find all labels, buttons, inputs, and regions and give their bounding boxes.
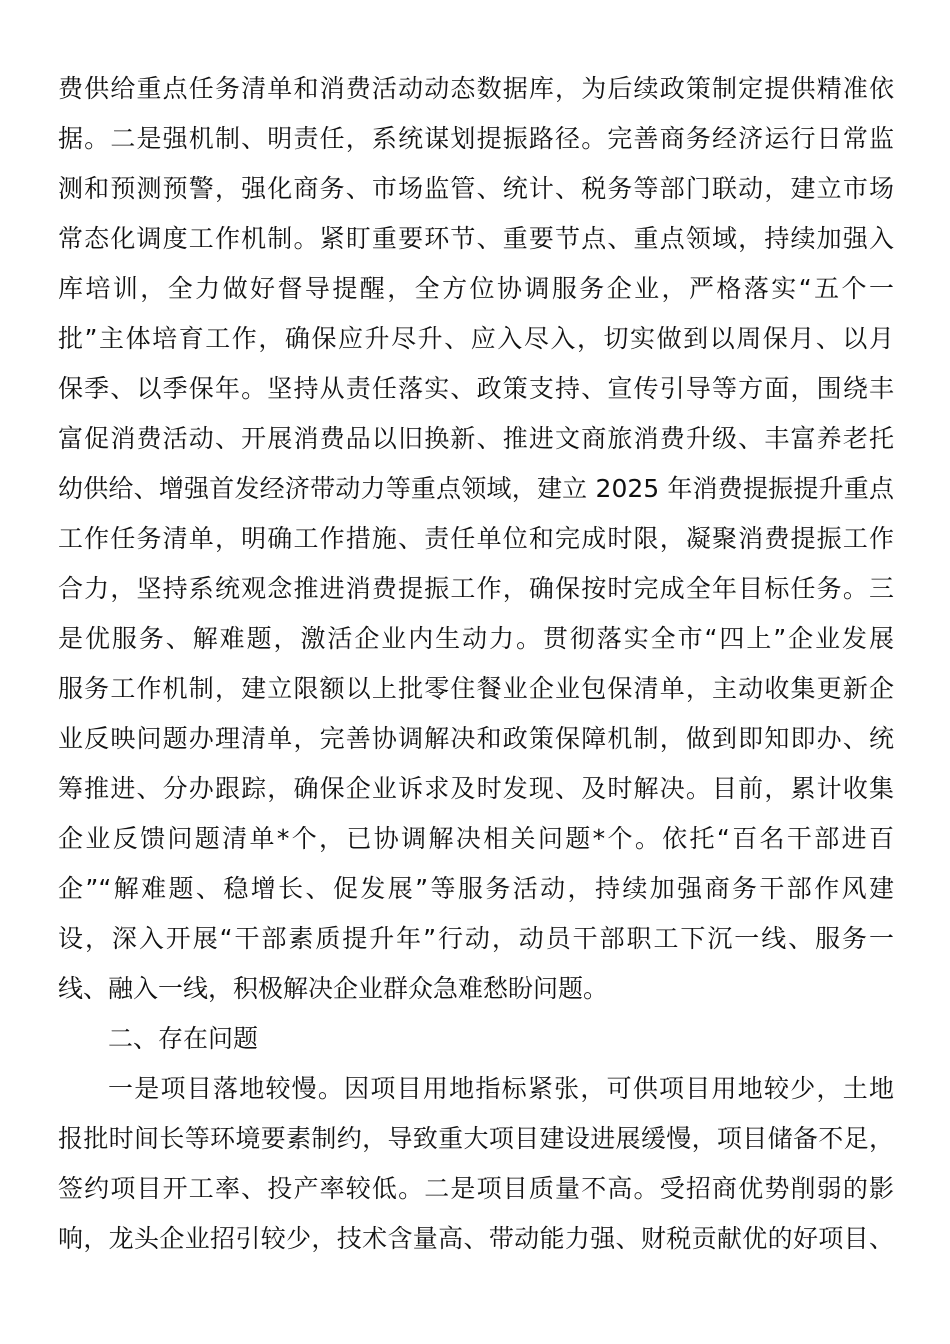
text-line: 幼供给、增强首发经济带动力等重点领域，建立 2025 年消费提振提升重点 (58, 474, 894, 503)
text-line: 据。二是强机制、明责任，系统谋划提振路径。完善商务经济运行日常监 (58, 124, 894, 153)
text-line: 测和预测预警，强化商务、市场监管、统计、税务等部门联动，建立市场 (58, 174, 894, 203)
text-line: 是优服务、解难题，激活企业内生动力。贯彻落实全市“四上”企业发展 (58, 624, 894, 653)
text-line: 工作任务清单，明确工作措施、责任单位和完成时限，凝聚消费提振工作 (58, 524, 894, 553)
document-page (58, 64, 894, 1264)
text-line: 富促消费活动、开展消费品以旧换新、推进文商旅消费升级、丰富养老托 (58, 424, 894, 453)
text-line: 批”主体培育工作，确保应升尽升、应入尽入，切实做到以周保月、以月 (58, 324, 894, 353)
text-line: 报批时间长等环境要素制约，导致重大项目建设进展缓慢，项目储备不足， (58, 1124, 894, 1153)
text-line: 常态化调度工作机制。紧盯重要环节、重要节点、重点领域，持续加强入 (58, 224, 894, 253)
text-line: 库培训，全力做好督导提醒，全方位协调服务企业，严格落实“五个一 (58, 274, 894, 303)
text-line: 线、融入一线，积极解决企业群众急难愁盼问题。 (58, 974, 609, 1003)
text-line: 企业反馈问题清单*个，已协调解决相关问题*个。依托“百名干部进百 (58, 824, 894, 853)
paragraph-problems (58, 1064, 894, 1264)
text-line: 合力，坚持系统观念推进消费提振工作，确保按时完成全年目标任务。三 (58, 574, 894, 603)
text-line: 企”“解难题、稳增长、促发展”等服务活动，持续加强商务干部作风建 (58, 874, 894, 903)
text-line: 设，深入开展“干部素质提升年”行动，动员干部职工下沉一线、服务一 (58, 924, 894, 953)
paragraph-progress (58, 64, 894, 1014)
text-line: 签约项目开工率、投产率较低。二是项目质量不高。受招商优势削弱的影 (58, 1174, 894, 1203)
section-heading: 二、存在问题 (108, 1024, 259, 1053)
text-line: 服务工作机制，建立限额以上批零住餐业企业包保清单，主动收集更新企 (58, 674, 894, 703)
text-line: 保季、以季保年。坚持从责任落实、政策支持、宣传引导等方面，围绕丰 (58, 374, 894, 403)
text-line: 一是项目落地较慢。因项目用地指标紧张，可供项目用地较少，土地 (108, 1074, 894, 1103)
text-line: 费供给重点任务清单和消费活动动态数据库，为后续政策制定提供精准依 (58, 74, 894, 103)
text-line: 业反映问题办理清单，完善协调解决和政策保障机制，做到即知即办、统 (58, 724, 894, 753)
text-line: 响，龙头企业招引较少，技术含量高、带动能力强、财税贡献优的好项目、 (58, 1224, 894, 1253)
text-line: 筹推进、分办跟踪，确保企业诉求及时发现、及时解决。目前，累计收集 (58, 774, 894, 803)
